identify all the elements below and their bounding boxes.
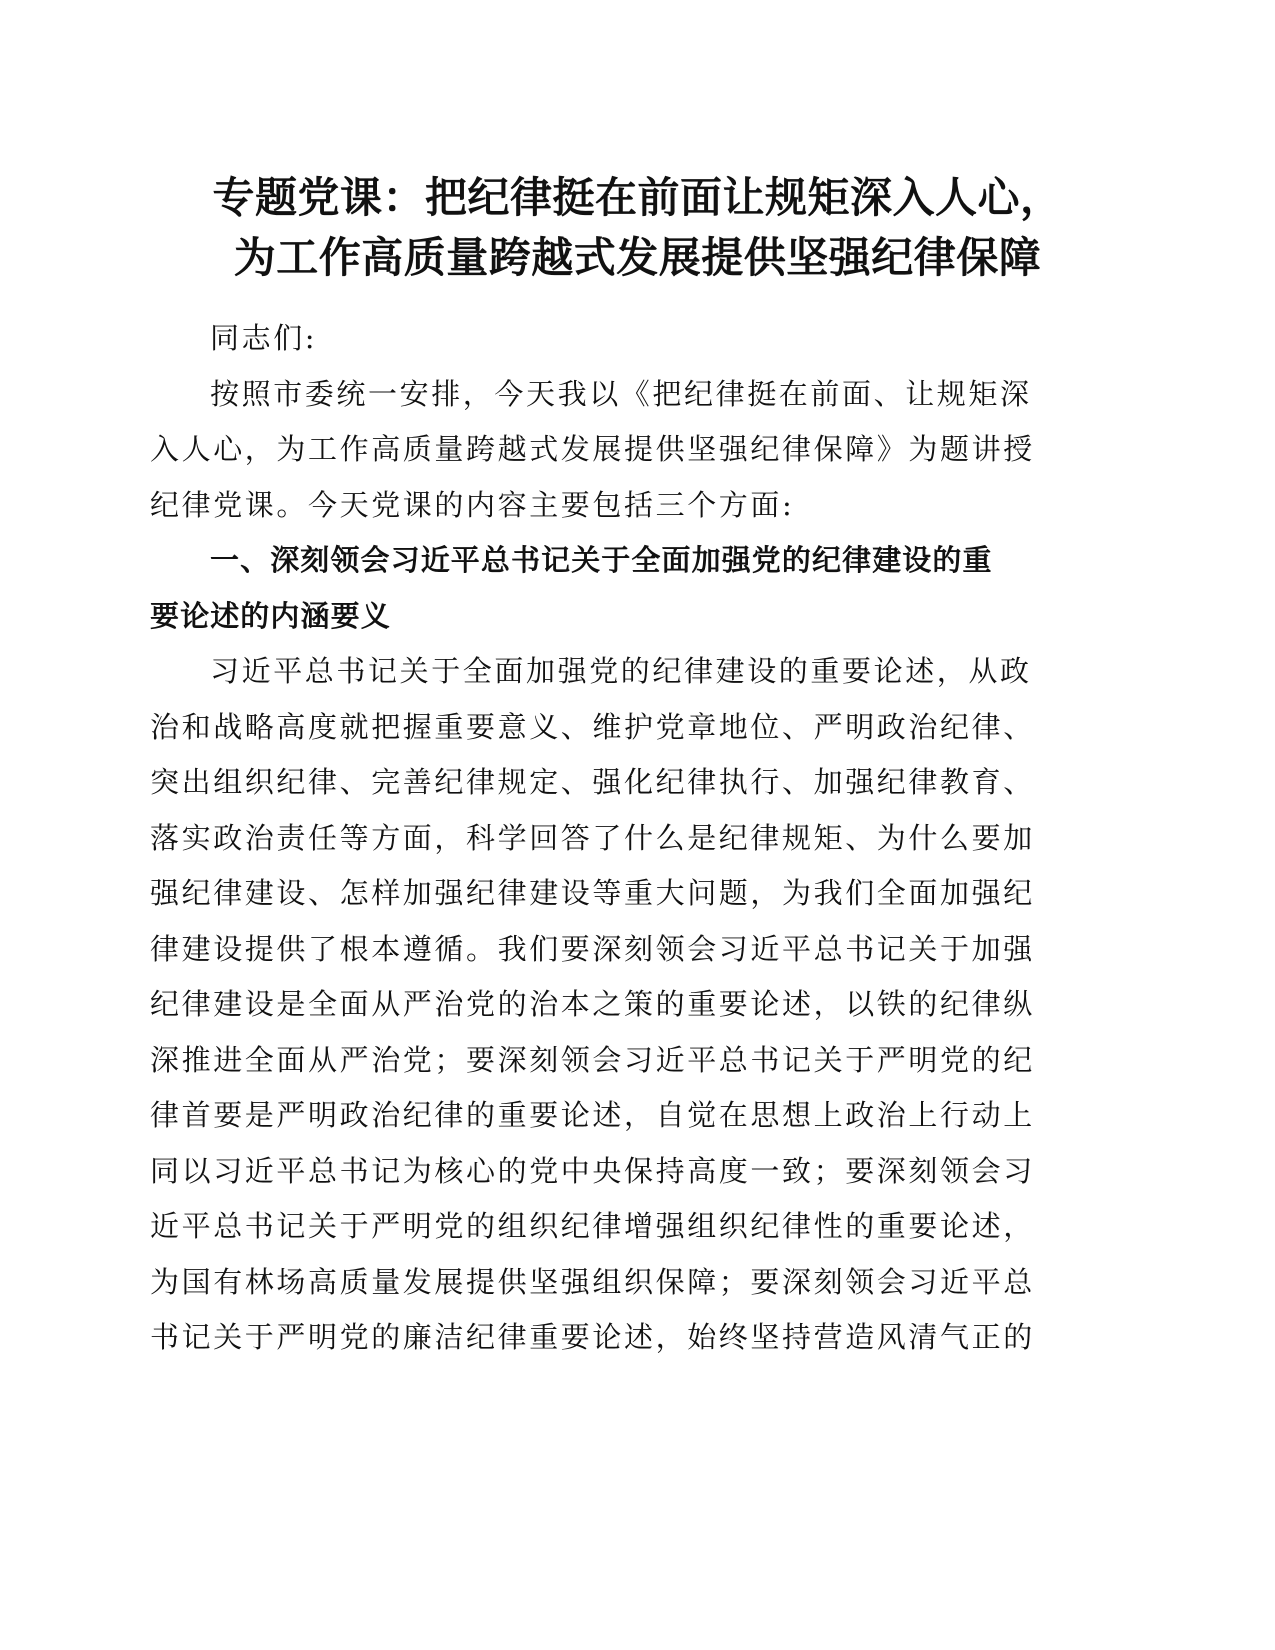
title-line: 为工作高质量跨越式发展提供坚强纪律保障 <box>233 233 1042 282</box>
paragraph-line: 为国有林场高质量发展提供坚强组织保障；要深刻领会习近平总 <box>150 1264 1035 1299</box>
paragraph-line: 深推进全面从严治党；要深刻领会习近平总书记关于严明党的纪 <box>150 1042 1035 1077</box>
section-body-paragraph <box>150 644 1035 1366</box>
paragraph-line: 落实政治责任等方面，科学回答了什么是纪律规矩、为什么要加 <box>150 820 1035 855</box>
paragraph-line: 律首要是严明政治纪律的重要论述，自觉在思想上政治上行动上 <box>150 1098 1035 1132</box>
paragraph-line: 入人心，为工作高质量跨越式发展提供坚强纪律保障》为题讲授 <box>150 432 1035 466</box>
paragraph-line: 按照市委统一安排，今天我以《把纪律挺在前面、让规矩深 <box>210 376 1032 411</box>
document-title <box>150 168 1125 288</box>
paragraph-line: 强纪律建设、怎样加强纪律建设等重大问题，为我们全面加强纪 <box>150 876 1035 910</box>
salutation-text: 同志们: <box>210 321 318 355</box>
paragraph-line: 书记关于严明党的廉洁纪律重要论述，始终坚持营造风清气正的 <box>150 1320 1035 1354</box>
intro-paragraph <box>150 367 1035 534</box>
section-heading <box>150 533 1035 644</box>
heading-line: 一、深刻领会习近平总书记关于全面加强党的纪律建设的重 <box>210 543 993 577</box>
paragraph-line: 律建设提供了根本遵循。我们要深刻领会习近平总书记关于加强 <box>150 931 1035 966</box>
paragraph-line: 突出组织纪律、完善纪律规定、强化纪律执行、加强纪律教育、 <box>150 765 1035 799</box>
heading-line: 要论述的内涵要义 <box>150 598 391 633</box>
document-body <box>150 311 1035 1366</box>
paragraph-line: 习近平总书记关于全面加强党的纪律建设的重要论述，从政 <box>210 654 1032 688</box>
paragraph-line: 同以习近平总书记为核心的党中央保持高度一致；要深刻领会习 <box>150 1153 1035 1188</box>
salutation <box>150 311 1035 367</box>
paragraph-line: 治和战略高度就把握重要意义、维护党章地位、严明政治纪律、 <box>150 709 1035 744</box>
paragraph-line: 纪律建设是全面从严治党的治本之策的重要论述，以铁的纪律纵 <box>150 987 1035 1021</box>
paragraph-line: 纪律党课。今天党课的内容主要包括三个方面: <box>150 487 795 522</box>
title-line: 专题党课：把纪律挺在前面让规矩深入人心， <box>212 173 1063 222</box>
paragraph-line: 近平总书记关于严明党的组织纪律增强组织纪律性的重要论述， <box>150 1209 1035 1243</box>
